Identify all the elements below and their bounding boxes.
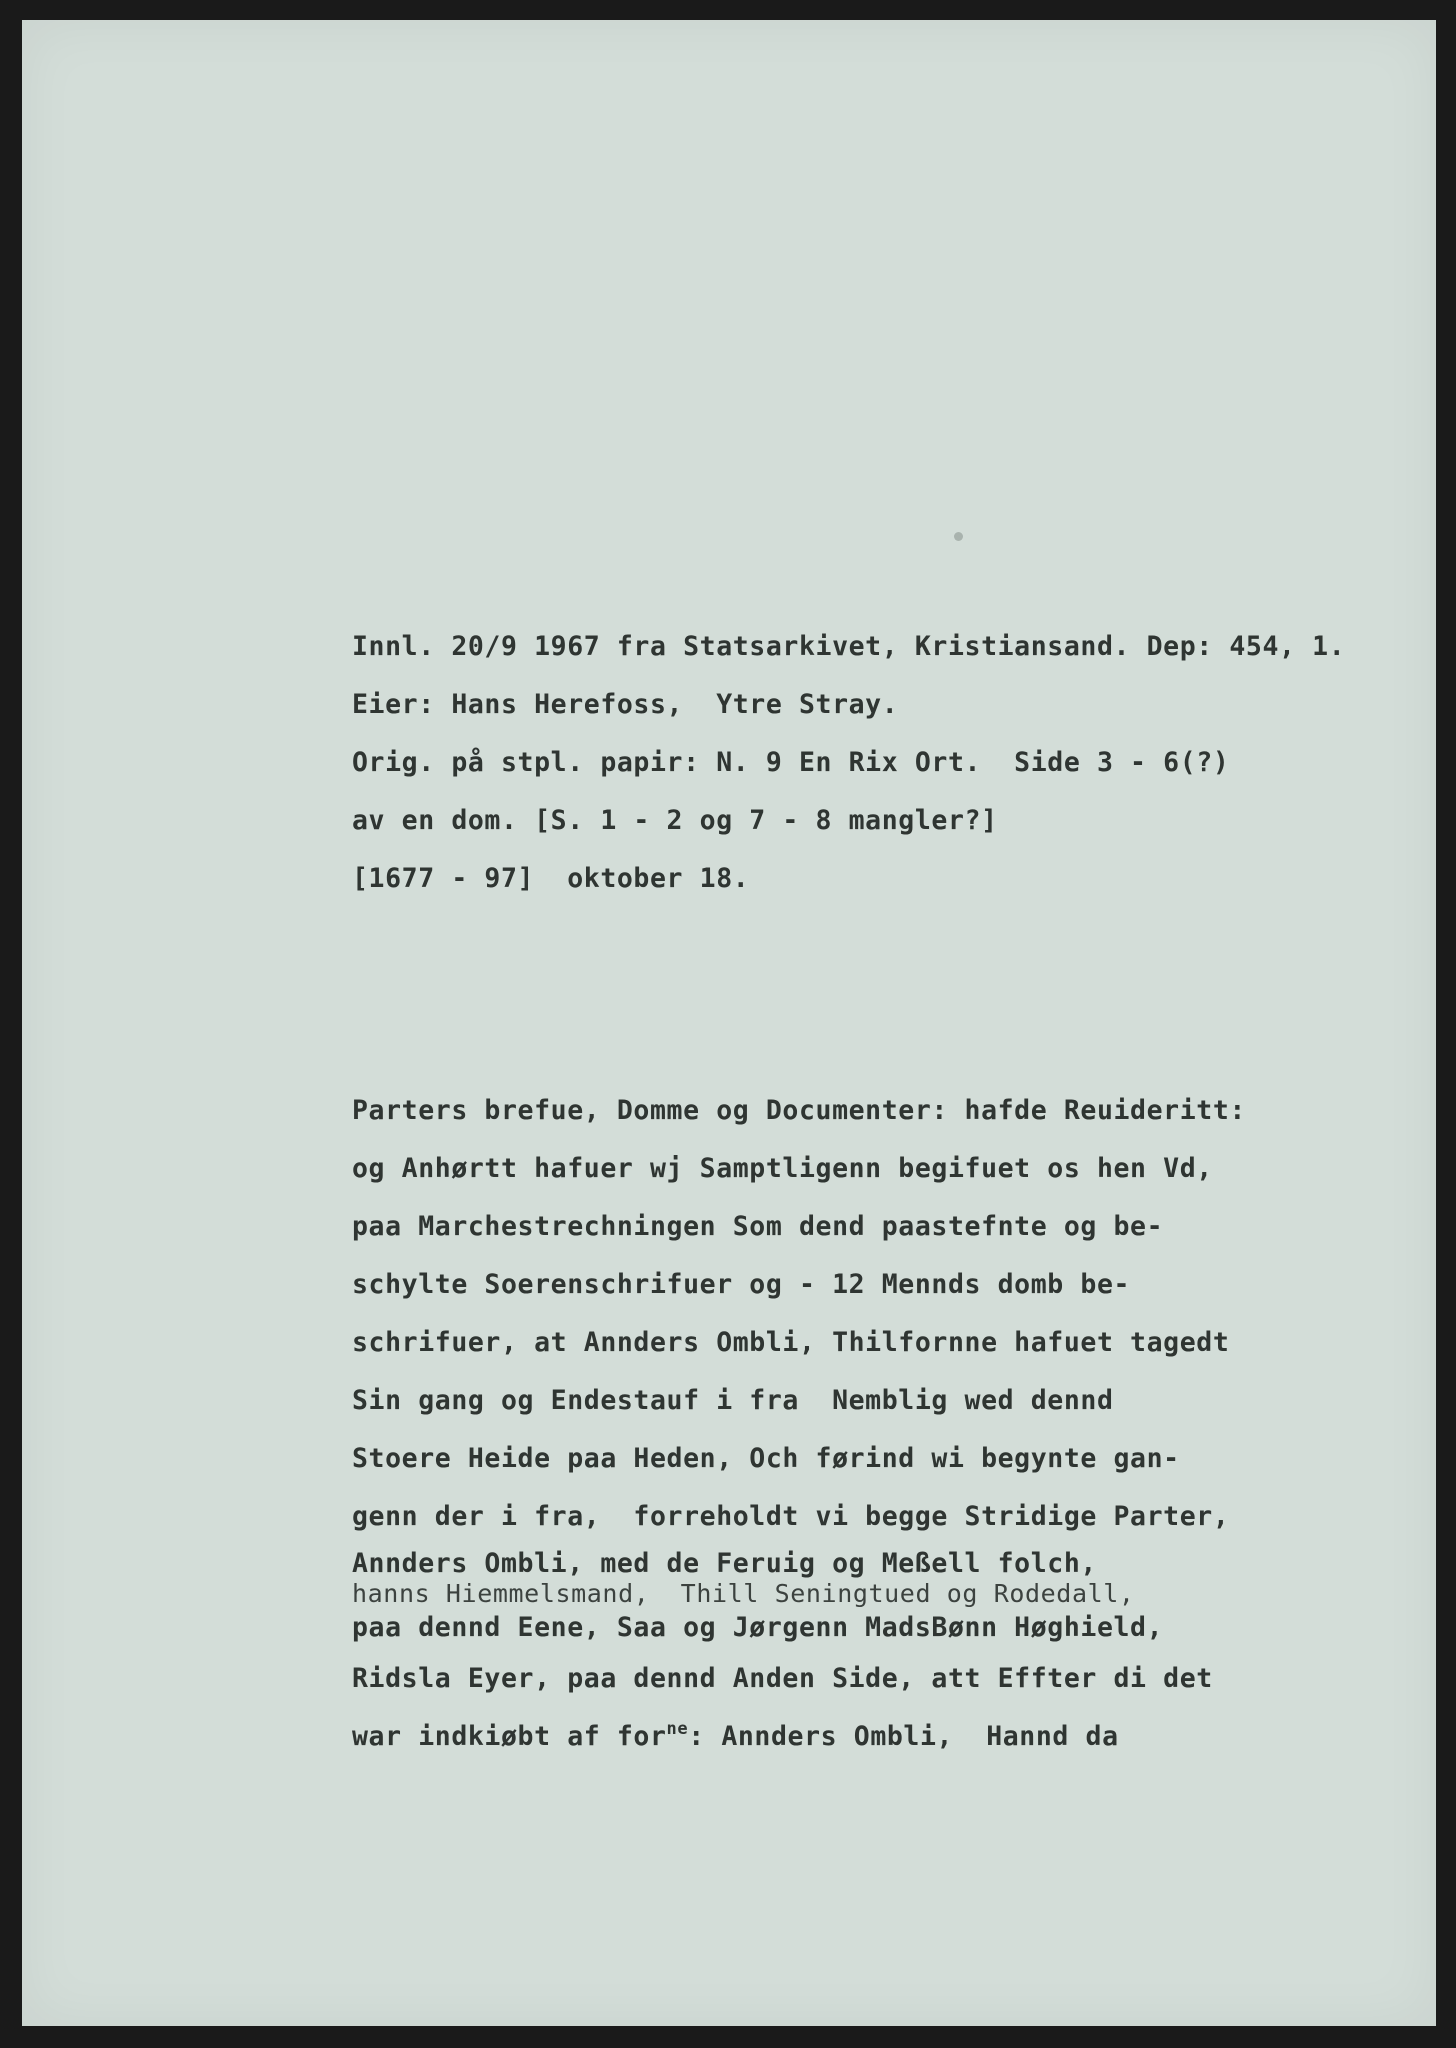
body-line: Annders Ombli, med de Feruig og Meßell folch, [352, 1548, 1097, 1579]
body-line: genn der i fra, forreholdt vi begge Stridige Parter, [352, 1501, 1230, 1532]
body-line: Parters brefue, Domme og Documenter: hafde Reuideritt: [352, 1095, 1246, 1126]
header-line: [1677 - 97] oktober 18. [352, 863, 750, 894]
body-line: schrifuer, at Annders Ombli, Thilfornne hafuet tagedt [352, 1327, 1230, 1358]
inserted-line: hanns Hiemmelsmand, Thill Seningtued og Rodedall, [352, 1579, 1135, 1608]
last-line-end: : Annders Ombli, Hannd da [688, 1721, 1119, 1752]
body-line: Stoere Heide paa Heden, Och førind wi begynte gan- [352, 1443, 1180, 1474]
paper-speck [954, 532, 963, 541]
header-line: Eier: Hans Herefoss, Ytre Stray. [352, 689, 899, 720]
paper-sheet [22, 20, 1436, 2026]
header-line: av en dom. [S. 1 - 2 og 7 - 8 mangler?] [352, 805, 998, 836]
body-line: Sin gang og Endestauf i fra Nemblig wed dennd [352, 1385, 1114, 1416]
header-line: Innl. 20/9 1967 fra Statsarkivet, Kristiansand. Dep: 454, 1. [352, 631, 1346, 662]
header-line: Orig. på stpl. papir: N. 9 En Rix Ort. Side 3 - 6(?) [352, 747, 1230, 778]
body-line: og Anhørtt hafuer wj Samptligenn begifuet os hen Vd, [352, 1153, 1213, 1184]
body-line: paa Marchestrechningen Som dend paastefnte og be- [352, 1211, 1164, 1242]
superscript-abbreviation: ne [666, 1719, 689, 1739]
body-line: Ridsla Eyer, paa dennd Anden Side, att Effter di det [352, 1663, 1213, 1694]
last-line-start: war indkiøbt af for [352, 1721, 667, 1752]
body-line: schylte Soerenschrifuer og - 12 Mennds domb be- [352, 1269, 1131, 1300]
body-line-last [352, 1708, 1412, 1766]
body-line: paa dennd Eene, Saa og Jørgenn MadsBønn Høghield, [352, 1612, 1164, 1643]
archive-header [352, 618, 1412, 908]
transcription-body [352, 1082, 1412, 1766]
